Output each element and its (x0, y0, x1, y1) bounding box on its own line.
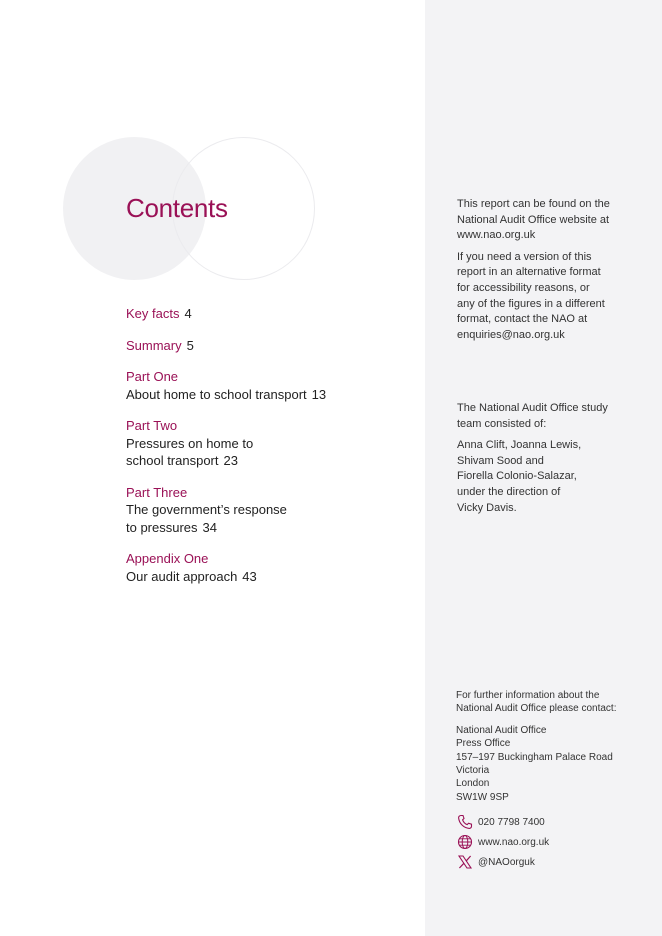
toc-label[interactable]: Part One (126, 369, 179, 384)
website-note: This report can be found on the National Audit Office website at www.nao.org.uk (457, 198, 610, 242)
social-handle: @NAOorguk (478, 856, 535, 868)
phone-contact[interactable] (456, 812, 656, 832)
further-info: For further information about the National Audit Office please contact: (456, 690, 617, 715)
page-title: Contents (126, 193, 228, 223)
x-logo-icon (456, 853, 474, 871)
toc-entry-appendix-one[interactable] (126, 550, 416, 585)
toc-description: Pressures on home to (126, 435, 254, 451)
toc-label[interactable]: Key facts (126, 306, 180, 321)
toc-label[interactable]: Summary (126, 337, 182, 353)
toc-label[interactable]: Part Three (126, 484, 188, 500)
toc-page-number: 43 (242, 568, 257, 584)
toc-entry-part-one[interactable] (126, 368, 416, 403)
toc-page-number: 5 (186, 337, 194, 353)
contact-links (456, 812, 656, 872)
social-contact[interactable] (456, 852, 656, 872)
toc-description: About home to school transport 13 (126, 386, 327, 402)
contact-block (456, 689, 656, 872)
table-of-contents (126, 305, 416, 599)
website-contact[interactable] (456, 832, 656, 852)
toc-page-number: 34 (202, 519, 218, 535)
website-url: www.nao.org.uk (478, 836, 550, 848)
globe-icon (456, 833, 474, 851)
accessibility-note: If you need a version of this report in an alternative format for accessibility reasons, or any of the figures in a different format, contact the NAO at enquiries@nao.org.uk (457, 250, 605, 341)
phone-icon (456, 813, 474, 831)
toc-label[interactable]: Part Two (126, 418, 178, 433)
toc-label[interactable]: Appendix One (126, 551, 209, 566)
toc-entry-part-two[interactable] (126, 417, 416, 470)
toc-page-number: 13 (311, 386, 327, 402)
team-intro: The National Audit Office study team consisted of: (457, 402, 608, 430)
toc-entry-key-facts[interactable] (126, 305, 416, 323)
toc-description: to pressures 34 (126, 519, 218, 535)
toc-description: The government’s response (126, 502, 287, 517)
toc-entry-part-three[interactable] (126, 484, 416, 537)
toc-description: school transport 23 (126, 453, 238, 468)
team-members: Anna Clift, Joanna Lewis, Shivam Sood and Fiorella Colonio-Salazar, under the direction of Vicky Davis. (457, 439, 582, 514)
email-link[interactable]: enquiries@nao.org.uk (457, 328, 565, 341)
toc-page-number: 4 (184, 306, 192, 321)
toc-entry-summary[interactable] (126, 337, 416, 355)
phone-number: 020 7798 7400 (478, 816, 545, 828)
address: National Audit Office Press Office 157–197 Buckingham Palace Road Victoria London SW1W 9SP (456, 724, 613, 803)
website-link[interactable]: www.nao.org.uk (457, 229, 536, 242)
report-availability-note (457, 197, 647, 349)
toc-description: Our audit approach 43 (126, 568, 257, 584)
toc-page-number: 23 (223, 453, 238, 468)
study-team (457, 401, 647, 522)
